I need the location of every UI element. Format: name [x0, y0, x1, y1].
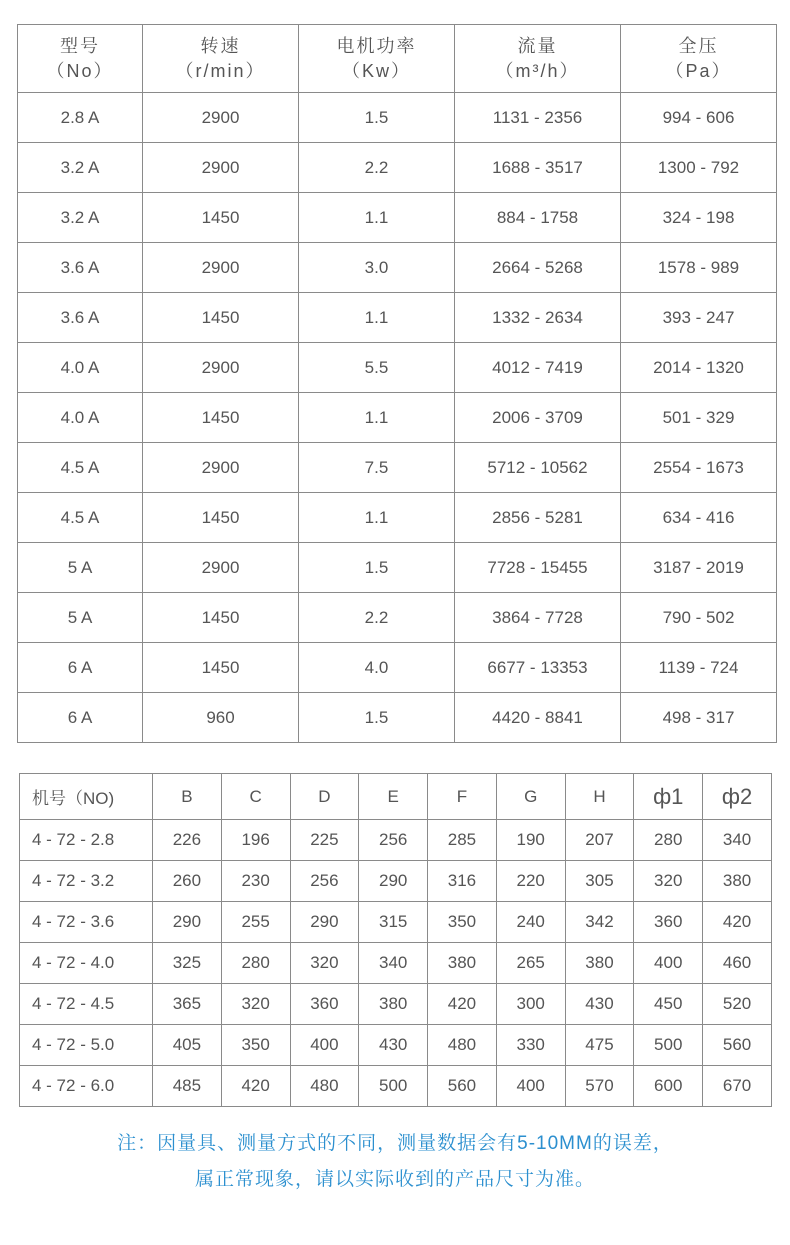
table-cell: 3864 - 7728 [455, 593, 621, 643]
table-cell: 4.5 A [18, 443, 143, 493]
table-row [18, 243, 777, 293]
table-row [18, 193, 777, 243]
table-cell: 6 A [18, 643, 143, 693]
column-header: G [496, 774, 565, 820]
table-cell: 342 [565, 902, 634, 943]
table-cell: 380 [703, 861, 772, 902]
table-cell: 330 [496, 1025, 565, 1066]
table-cell: 2.2 [299, 593, 455, 643]
table-cell: 1131 - 2356 [455, 93, 621, 143]
table-cell: 7.5 [299, 443, 455, 493]
table-cell: 340 [359, 943, 428, 984]
table-cell: 340 [703, 820, 772, 861]
table-cell: 3.6 A [18, 243, 143, 293]
table-cell: 380 [565, 943, 634, 984]
column-header [621, 25, 777, 93]
column-header [455, 25, 621, 93]
table-cell: 220 [496, 861, 565, 902]
table-cell: 3.2 A [18, 193, 143, 243]
table-cell: 4 - 72 - 3.6 [20, 902, 153, 943]
column-header: F [428, 774, 497, 820]
table-cell: 360 [290, 984, 359, 1025]
header-label: 全压 [678, 35, 719, 56]
table-row [18, 143, 777, 193]
table-cell: 5712 - 10562 [455, 443, 621, 493]
table-cell: 2900 [143, 443, 299, 493]
table-cell: 2900 [143, 93, 299, 143]
table-row [18, 443, 777, 493]
table-cell: 305 [565, 861, 634, 902]
table-cell: 4 - 72 - 4.0 [20, 943, 153, 984]
table-body [20, 820, 772, 1107]
header-label: 转速 [200, 35, 241, 56]
table-cell: 2014 - 1320 [621, 343, 777, 393]
fan-dimension-table [19, 773, 772, 1107]
table-cell: 4012 - 7419 [455, 343, 621, 393]
table-cell: 498 - 317 [621, 693, 777, 743]
header-unit: （Pa） [665, 60, 732, 81]
table-cell: 460 [703, 943, 772, 984]
table-cell: 280 [221, 943, 290, 984]
table-cell: 4420 - 8841 [455, 693, 621, 743]
table-cell: 420 [703, 902, 772, 943]
table-cell: 400 [290, 1025, 359, 1066]
table-row [18, 543, 777, 593]
table-cell: 1450 [143, 493, 299, 543]
table-cell: 500 [634, 1025, 703, 1066]
table-cell: 430 [359, 1025, 428, 1066]
header-unit: （m³/h） [495, 60, 580, 81]
table-cell: 1450 [143, 393, 299, 443]
table-body [18, 93, 777, 743]
note-line-2: 属正常现象，请以实际收到的产品尺寸为准。 [194, 1169, 595, 1190]
table-cell: 7728 - 15455 [455, 543, 621, 593]
table-row [18, 593, 777, 643]
table-cell: 1.5 [299, 693, 455, 743]
table-cell: 405 [153, 1025, 222, 1066]
table-cell: 290 [153, 902, 222, 943]
table-cell: 1450 [143, 193, 299, 243]
column-header: H [565, 774, 634, 820]
table-cell: 420 [221, 1066, 290, 1107]
table-cell: 790 - 502 [621, 593, 777, 643]
column-header: ф2 [703, 774, 772, 820]
table-cell: 4.0 A [18, 343, 143, 393]
table-cell: 1578 - 989 [621, 243, 777, 293]
table-cell: 1300 - 792 [621, 143, 777, 193]
table-cell: 670 [703, 1066, 772, 1107]
table-cell: 350 [428, 902, 497, 943]
table-cell: 225 [290, 820, 359, 861]
column-header: E [359, 774, 428, 820]
table-cell: 1450 [143, 593, 299, 643]
table-row [20, 820, 772, 861]
table-cell: 1.1 [299, 193, 455, 243]
table-cell: 2.2 [299, 143, 455, 193]
table-cell: 365 [153, 984, 222, 1025]
header-label: 电机功率 [336, 35, 417, 56]
table-cell: 400 [496, 1066, 565, 1107]
table-cell: 2900 [143, 343, 299, 393]
table-cell: 6677 - 13353 [455, 643, 621, 693]
header-unit: （r/min） [175, 60, 266, 81]
table-cell: 285 [428, 820, 497, 861]
table-row [18, 493, 777, 543]
header-label: 流量 [517, 35, 558, 56]
table-row [20, 1066, 772, 1107]
table-cell: 320 [290, 943, 359, 984]
table-cell: 570 [565, 1066, 634, 1107]
table-row [18, 693, 777, 743]
table-row [20, 943, 772, 984]
table-cell: 5.5 [299, 343, 455, 393]
table-cell: 280 [634, 820, 703, 861]
header-label: 型号 [60, 35, 100, 56]
table-cell: 2900 [143, 143, 299, 193]
table-cell: 290 [290, 902, 359, 943]
table-cell: 450 [634, 984, 703, 1025]
table-row [20, 984, 772, 1025]
table-cell: 500 [359, 1066, 428, 1107]
table-cell: 3.2 A [18, 143, 143, 193]
table-cell: 560 [703, 1025, 772, 1066]
table-cell: 360 [634, 902, 703, 943]
table-cell: 485 [153, 1066, 222, 1107]
table-row [20, 861, 772, 902]
table-cell: 1.1 [299, 293, 455, 343]
table-cell: 240 [496, 902, 565, 943]
table-cell: 2900 [143, 243, 299, 293]
table-cell: 475 [565, 1025, 634, 1066]
table-cell: 256 [290, 861, 359, 902]
table-cell: 265 [496, 943, 565, 984]
column-header: 机号（NO) [20, 774, 153, 820]
table-cell: 3.6 A [18, 293, 143, 343]
table-cell: 884 - 1758 [455, 193, 621, 243]
table-cell: 226 [153, 820, 222, 861]
table-header-row [18, 25, 777, 93]
table-cell: 393 - 247 [621, 293, 777, 343]
table-cell: 5 A [18, 543, 143, 593]
table-cell: 2.8 A [18, 93, 143, 143]
column-header [18, 25, 143, 93]
table-cell: 1332 - 2634 [455, 293, 621, 343]
table-cell: 196 [221, 820, 290, 861]
table-cell: 380 [359, 984, 428, 1025]
table-row [20, 1025, 772, 1066]
table-cell: 2664 - 5268 [455, 243, 621, 293]
table-cell: 1450 [143, 643, 299, 693]
table-cell: 3187 - 2019 [621, 543, 777, 593]
table-cell: 350 [221, 1025, 290, 1066]
table-row [20, 902, 772, 943]
table-cell: 1.5 [299, 543, 455, 593]
table-cell: 6 A [18, 693, 143, 743]
table-cell: 260 [153, 861, 222, 902]
table-cell: 4 - 72 - 6.0 [20, 1066, 153, 1107]
table-row [18, 293, 777, 343]
table-cell: 4 - 72 - 4.5 [20, 984, 153, 1025]
table-cell: 4.0 [299, 643, 455, 693]
table-cell: 325 [153, 943, 222, 984]
table-cell: 634 - 416 [621, 493, 777, 543]
table-cell: 1688 - 3517 [455, 143, 621, 193]
table-cell: 960 [143, 693, 299, 743]
table-cell: 2554 - 1673 [621, 443, 777, 493]
table-header-row [20, 774, 772, 820]
table-cell: 480 [428, 1025, 497, 1066]
table-cell: 1.5 [299, 93, 455, 143]
column-header: D [290, 774, 359, 820]
table-cell: 316 [428, 861, 497, 902]
table-cell: 400 [634, 943, 703, 984]
table-cell: 4.5 A [18, 493, 143, 543]
note-line-1: 注：因量具、测量方式的不同，测量数据会有5-10MM的误差， [117, 1133, 673, 1154]
table-cell: 2900 [143, 543, 299, 593]
table-cell: 501 - 329 [621, 393, 777, 443]
table-cell: 320 [634, 861, 703, 902]
table-cell: 2856 - 5281 [455, 493, 621, 543]
table-cell: 1139 - 724 [621, 643, 777, 693]
table-cell: 380 [428, 943, 497, 984]
table-cell: 4 - 72 - 3.2 [20, 861, 153, 902]
column-header [299, 25, 455, 93]
table-cell: 5 A [18, 593, 143, 643]
table-cell: 4 - 72 - 5.0 [20, 1025, 153, 1066]
table-cell: 320 [221, 984, 290, 1025]
table-cell: 420 [428, 984, 497, 1025]
header-unit: （Kw） [341, 60, 411, 81]
table-cell: 560 [428, 1066, 497, 1107]
fan-performance-table [17, 24, 777, 743]
table-cell: 1.1 [299, 393, 455, 443]
table-cell: 994 - 606 [621, 93, 777, 143]
table-row [18, 93, 777, 143]
table-cell: 1450 [143, 293, 299, 343]
table-cell: 1.1 [299, 493, 455, 543]
header-unit: （No） [46, 60, 114, 81]
table-cell: 190 [496, 820, 565, 861]
column-header: C [221, 774, 290, 820]
table-row [18, 343, 777, 393]
table-cell: 207 [565, 820, 634, 861]
table-cell: 3.0 [299, 243, 455, 293]
table-cell: 255 [221, 902, 290, 943]
table-cell: 256 [359, 820, 428, 861]
table-cell: 4.0 A [18, 393, 143, 443]
table-cell: 300 [496, 984, 565, 1025]
table-cell: 2006 - 3709 [455, 393, 621, 443]
table-row [18, 393, 777, 443]
table-cell: 315 [359, 902, 428, 943]
column-header [143, 25, 299, 93]
table-cell: 600 [634, 1066, 703, 1107]
column-header: B [153, 774, 222, 820]
column-header: ф1 [634, 774, 703, 820]
table-cell: 290 [359, 861, 428, 902]
table-cell: 324 - 198 [621, 193, 777, 243]
table-cell: 230 [221, 861, 290, 902]
table-row [18, 643, 777, 693]
table-cell: 480 [290, 1066, 359, 1107]
table-cell: 430 [565, 984, 634, 1025]
table-cell: 4 - 72 - 2.8 [20, 820, 153, 861]
table-cell: 520 [703, 984, 772, 1025]
